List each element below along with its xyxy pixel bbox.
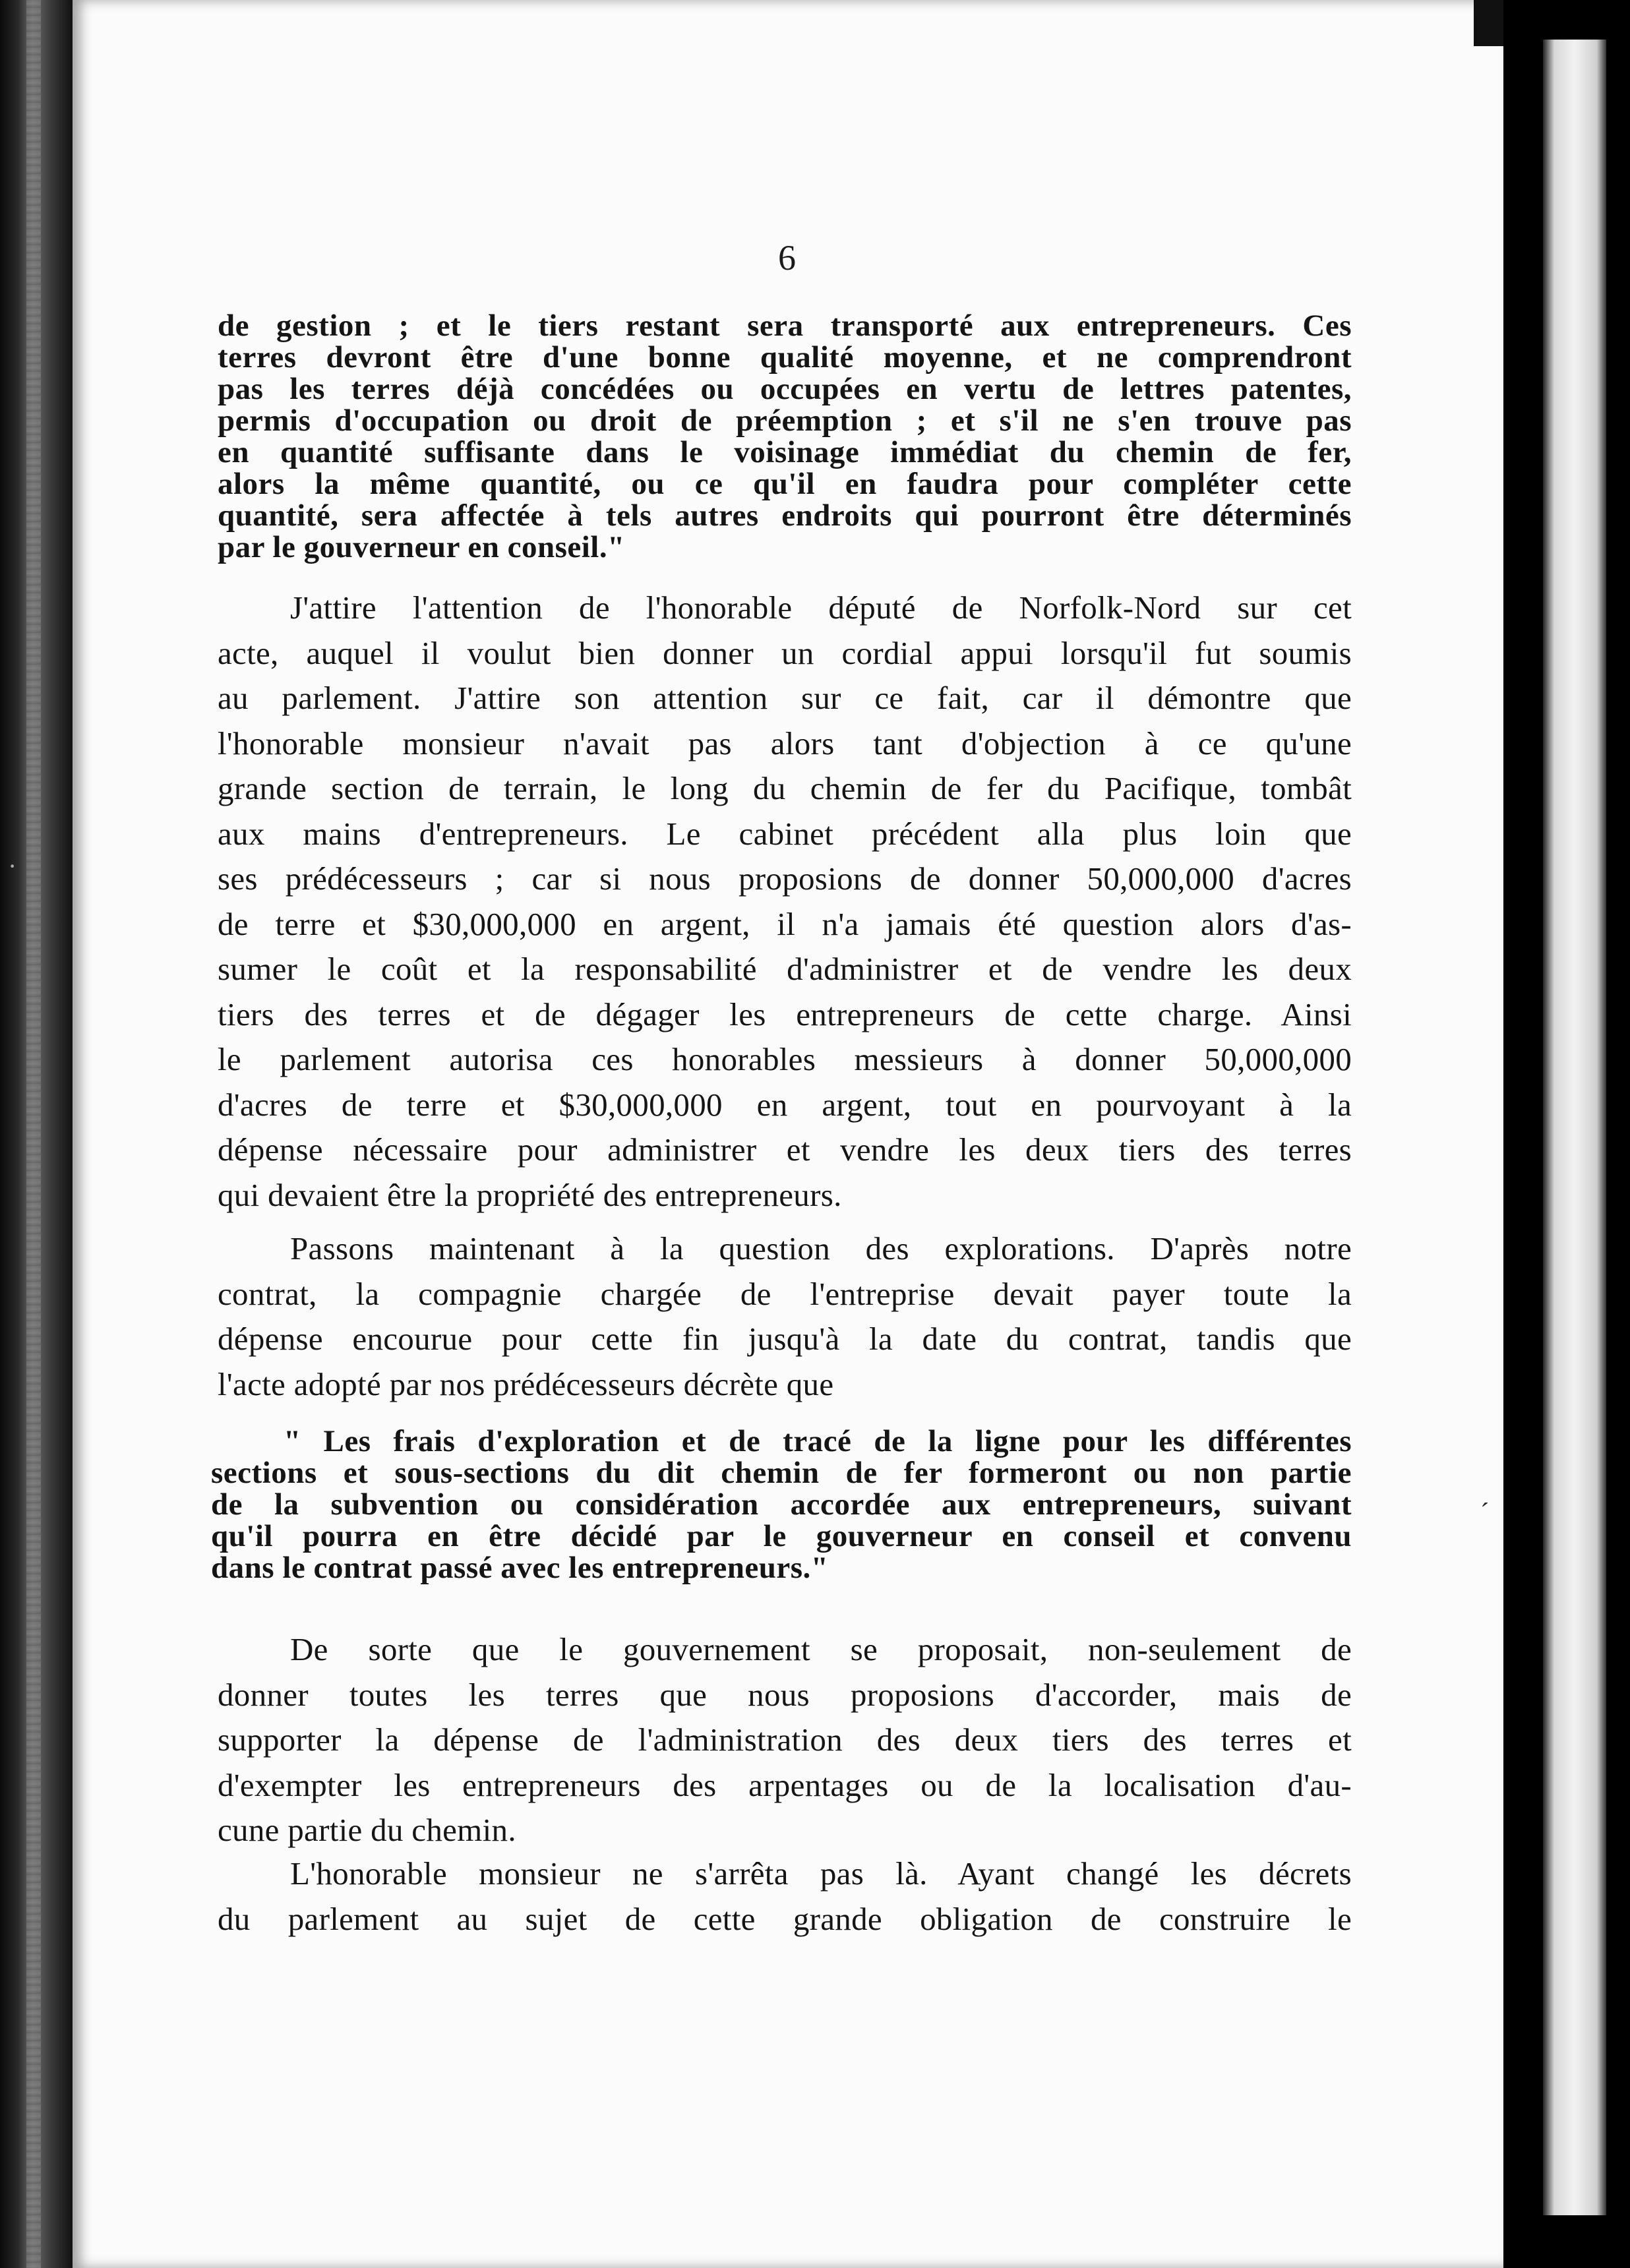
paragraph-gouvernement bbox=[218, 1627, 1352, 1853]
text-line: sections et sous-sections du dit chemin de fer formeront ou non partie bbox=[211, 1456, 1352, 1490]
scan-left-border bbox=[0, 0, 73, 2268]
scan-speck: ˊ bbox=[1480, 1497, 1490, 1527]
text-line: de gestion ; et le tiers restant sera transporté aux entrepreneurs. Ces bbox=[218, 309, 1352, 343]
text-line: " Les frais d'exploration et de tracé de la ligne pour les différentes bbox=[284, 1424, 1352, 1458]
text-line: pas les terres déjà concédées ou occupées en vertu de lettres patentes, bbox=[218, 372, 1352, 406]
text-line: au parlement. J'attire son attention sur ce fait, car il démontre que bbox=[218, 680, 1352, 716]
paragraph-explorations bbox=[218, 1226, 1352, 1407]
text-line: J'attire l'attention de l'honorable député de Norfolk-Nord sur cet bbox=[290, 589, 1352, 626]
scan-speck: · bbox=[8, 851, 17, 881]
text-line: permis d'occupation ou droit de préemption ; et s'il ne s'en trouve pas bbox=[218, 403, 1352, 438]
text-line: contrat, la compagnie chargée de l'entreprise devait payer toute la bbox=[218, 1275, 1352, 1312]
paragraph-honorable-monsieur bbox=[218, 1851, 1352, 1942]
text-line: le parlement autorisa ces honorables messieurs à donner 50,000,000 bbox=[218, 1041, 1352, 1077]
text-line: grande section de terrain, le long du chemin de fer du Pacifique, tombât bbox=[218, 770, 1352, 806]
quote-block-land-grant bbox=[218, 310, 1352, 563]
text-line: de la subvention ou considération accordée aux entrepreneurs, suivant bbox=[211, 1487, 1352, 1522]
text-line: dans le contrat passé avec les entrepreneurs." bbox=[211, 1551, 829, 1585]
text-line: dépense encourue pour cette fin jusqu'à la date du contrat, tandis que bbox=[218, 1321, 1352, 1357]
text-line: aux mains d'entrepreneurs. Le cabinet précédent alla plus loin que bbox=[218, 815, 1352, 852]
text-line: tiers des terres et de dégager les entrepreneurs de cette charge. Ainsi bbox=[218, 996, 1352, 1032]
text-line: ses prédécesseurs ; car si nous proposions de donner 50,000,000 d'acres bbox=[218, 860, 1352, 897]
text-line: l'honorable monsieur n'avait pas alors tant d'objection à ce qu'une bbox=[218, 725, 1352, 761]
text-line: De sorte que le gouvernement se proposait, non-seulement de bbox=[290, 1631, 1352, 1667]
text-line: L'honorable monsieur ne s'arrêta pas là. Ayant changé les décrets bbox=[290, 1855, 1352, 1892]
text-line: sumer le coût et la responsabilité d'administrer et de vendre les deux bbox=[218, 951, 1352, 987]
text-line: par le gouverneur en conseil." bbox=[218, 530, 625, 564]
text-line: qui devaient être la propriété des entrepreneurs. bbox=[218, 1176, 842, 1213]
text-line: quantité, sera affectée à tels autres endroits qui pourront être déterminés bbox=[218, 498, 1352, 533]
text-line: donner toutes les terres que nous proposions d'accorder, mais de bbox=[218, 1676, 1352, 1713]
text-line: du parlement au sujet de cette grande obligation de construire le bbox=[218, 1900, 1352, 1937]
text-line: Passons maintenant à la question des explorations. D'après notre bbox=[290, 1230, 1352, 1267]
adjacent-page-edge bbox=[1543, 40, 1606, 2215]
text-line: alors la même quantité, ou ce qu'il en faudra pour compléter cette bbox=[218, 467, 1352, 501]
page-number: 6 bbox=[778, 238, 796, 278]
text-line: qu'il pourra en être décidé par le gouverneur en conseil et convenu bbox=[211, 1519, 1352, 1553]
text-line: supporter la dépense de l'administration des deux tiers des terres et bbox=[218, 1721, 1352, 1758]
text-line: cune partie du chemin. bbox=[218, 1812, 516, 1848]
text-line: dépense nécessaire pour administrer et vendre les deux tiers des terres bbox=[218, 1131, 1352, 1168]
quote-block-exploration-costs bbox=[211, 1425, 1352, 1584]
text-line: d'acres de terre et $30,000,000 en argent, tout en pourvoyant à la bbox=[218, 1086, 1352, 1123]
text-line: terres devront être d'une bonne qualité moyenne, et ne comprendront bbox=[218, 340, 1352, 374]
paragraph-norfolk-nord bbox=[218, 585, 1352, 1218]
text-line: en quantité suffisante dans le voisinage immédiat du chemin de fer, bbox=[218, 435, 1352, 469]
scan-right-border bbox=[1503, 0, 1630, 2268]
text-line: d'exempter les entrepreneurs des arpentages ou de la localisation d'au- bbox=[218, 1766, 1352, 1803]
text-line: l'acte adopté par nos prédécesseurs décrète que bbox=[218, 1365, 834, 1402]
text-line: acte, auquel il voulut bien donner un cordial appui lorsqu'il fut soumis bbox=[218, 634, 1352, 671]
text-line: de terre et $30,000,000 en argent, il n'a jamais été question alors d'as- bbox=[218, 905, 1352, 942]
